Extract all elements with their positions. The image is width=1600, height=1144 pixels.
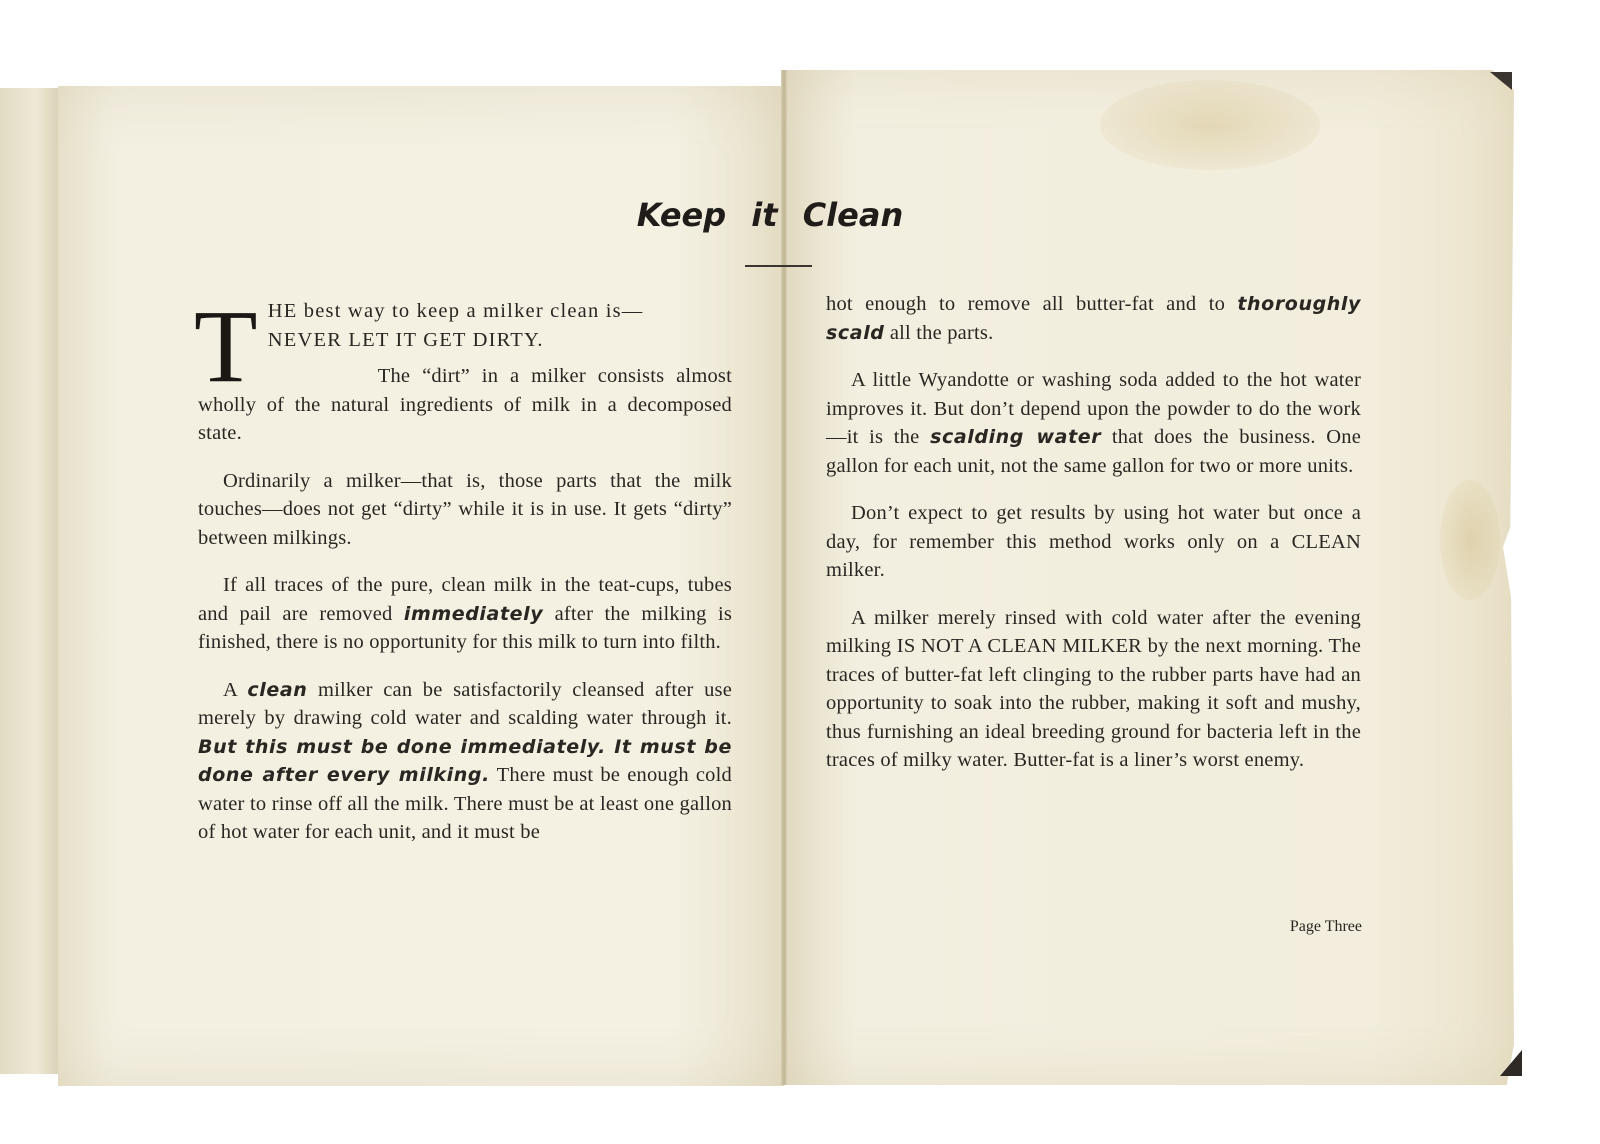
paragraph: The “dirt” in a milker consists almost wholly of the natural ingredients of milk in a decomposed state.: [198, 365, 732, 444]
left-text-column: [194, 289, 733, 866]
lead-text: HE best way to keep a milker clean is—: [267, 300, 644, 322]
text-run: all the parts.: [889, 321, 994, 344]
bold-text: clean: [247, 678, 308, 701]
title-underline: [745, 265, 812, 267]
text-run: A little Wyandotte or washing soda added to the hot water improves it. But don’t depend upon the powder to do the work—it is the: [826, 369, 1361, 448]
paragraph: [826, 290, 1361, 347]
bold-text: thoroughly scald: [826, 293, 1362, 344]
text-run: milker can be satisfactorily cleansed after use merely by drawing cold water and scalding water through it.: [198, 678, 733, 729]
text-run: A: [223, 678, 237, 701]
worn-corner: [1500, 1050, 1522, 1076]
bold-text: But this must be done immediately. It must be done after every milking.: [198, 735, 732, 786]
paragraph: Don’t expect to get results by using hot water but once a day, for remember this method works only on a CLEAN milker.: [826, 502, 1361, 581]
previous-page-edge: [0, 88, 61, 1074]
paragraph: [198, 676, 732, 847]
text-run: hot enough to remove all butter-fat and to: [826, 293, 1226, 315]
title-word: Clean: [802, 196, 904, 234]
paragraph: [194, 289, 732, 404]
lead-emphasis: NEVER LET IT GET DIRTY.: [267, 328, 544, 351]
right-text-column: [826, 290, 1361, 794]
title-word: Keep: [636, 196, 727, 234]
bold-text: scalding water: [930, 426, 1102, 448]
text-run: that does the business. One gallon for each unit, not the same gallon for two or more units.: [826, 426, 1362, 477]
paragraph: [198, 571, 732, 657]
text-run: If all traces of the pure, clean milk in the teat-cups, tubes and pail are removed: [198, 574, 732, 625]
text-run: There must be enough cold water to rinse off all the milk. There must be at least one gallon of hot water for each unit, and it must be: [198, 764, 732, 843]
drop-cap: T: [194, 289, 258, 404]
bold-text: immediately: [403, 602, 544, 625]
paper-stain: [1100, 80, 1320, 170]
page-number: Page Three: [1289, 918, 1362, 935]
worn-corner: [1490, 72, 1512, 90]
paper-stain: [1440, 480, 1500, 600]
paragraph: A milker merely rinsed with cold water after the evening milking IS NOT A CLEAN MILKER by the next morning. The traces of butter-fat left clinging to the rubber parts have had an opportunity to soak into the rubber, making it soft and mushy, thus furnishing an ideal breeding ground for bacteria left in the traces of milky water. Butter-fat is a liner’s worst enemy.: [826, 606, 1361, 771]
paragraph: [826, 366, 1361, 480]
page-title: [600, 196, 940, 234]
title-word: it: [751, 196, 778, 234]
text-run: after the milking is finished, there is no opportunity for this milk to turn into filth.: [198, 602, 733, 653]
paragraph: Ordinarily a milker—that is, those parts that the milk touches—does not get “dirty” while it is in use. It gets “dirty” between milkings.: [198, 469, 732, 549]
